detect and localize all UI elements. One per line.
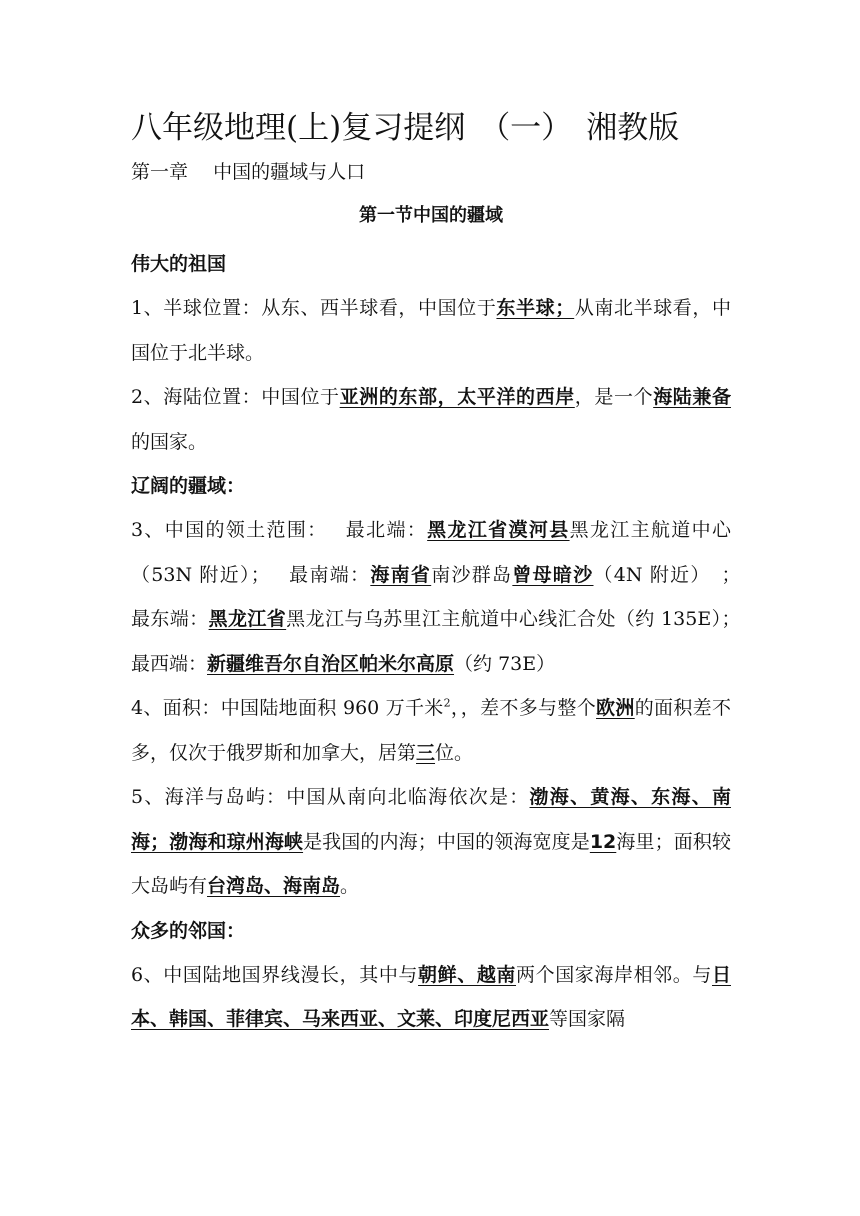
text: 南沙群岛 xyxy=(431,563,513,586)
text: （约 73E） xyxy=(454,652,556,675)
key-term: 新疆维吾尔自治区帕米尔高原 xyxy=(207,652,455,675)
title-part: （一） xyxy=(479,110,573,146)
title-main: 八年级地理(上)复习提纲 xyxy=(131,110,466,146)
text: 4、面积：中国陆地面积 960 万千米 xyxy=(131,697,444,719)
document-page xyxy=(131,100,750,1042)
text: （4N 附近） ； 最东端： xyxy=(131,563,750,630)
key-term: 日本、韩国、菲律宾、马来西亚、文莱、印度尼西亚 xyxy=(131,963,731,1030)
text: ，，差不多与整个 xyxy=(450,697,597,719)
superscript: 2 xyxy=(443,696,451,710)
text: 从南北半球看，中国位于北半球。 xyxy=(131,297,731,364)
heading-neighbors: 众多的邻国： xyxy=(131,919,246,942)
key-term: 台湾岛、海南岛 xyxy=(207,875,341,897)
text: 两个国家海岸相邻。与 xyxy=(516,963,712,986)
key-term: 亚洲的东部，太平洋的西岸 xyxy=(339,386,575,408)
text: ，是一个 xyxy=(574,386,654,408)
text: 2、海陆位置：中国位于 xyxy=(131,386,340,408)
paragraph-neighbors xyxy=(131,953,731,1042)
document-title xyxy=(131,100,731,156)
chapter-name: 中国的疆域与人口 xyxy=(213,161,366,183)
text: 位。 xyxy=(435,741,474,764)
chapter-label: 第一章 xyxy=(131,161,189,183)
text: 是我国的内海；中国的领海宽度是 xyxy=(303,830,590,853)
chapter-heading xyxy=(131,156,731,188)
key-term: 黑龙江省 xyxy=(208,608,287,630)
heading-vast-territory: 辽阔的疆域： xyxy=(131,475,246,497)
text: 黑龙江主航道中心（53N 附近）； 最南端： xyxy=(131,519,731,586)
key-term: 东半球； xyxy=(496,297,575,319)
paragraph-area xyxy=(131,686,731,775)
key-term: 黑龙江省漠河县 xyxy=(427,519,570,541)
text: 。 xyxy=(340,875,360,897)
text: 的国家。 xyxy=(131,430,208,453)
key-term: 三 xyxy=(416,741,436,764)
text: 的面积差不多，仅次于俄罗斯和加拿大，居第 xyxy=(131,697,731,764)
text: 黑龙江与乌苏里江主航道中心线汇合处（约 135E）； 最西端： xyxy=(131,608,750,675)
section-title: 第一节中国的疆域 xyxy=(359,205,503,226)
key-term: 朝鲜、越南 xyxy=(418,963,517,986)
text: 6、中国陆地国界线漫长，其中与 xyxy=(131,963,419,986)
key-term: 曾母暗沙 xyxy=(512,563,594,586)
text: 等国家隔 xyxy=(549,1008,626,1030)
paragraph-land-sea-position xyxy=(131,375,731,464)
heading-great-motherland: 伟大的祖国 xyxy=(131,253,227,275)
key-term: 12 xyxy=(589,830,617,853)
key-term: 海陆兼备 xyxy=(653,386,731,408)
text: 1、半球位置：从东、西半球看，中国位于 xyxy=(131,297,497,319)
key-term: 海南省 xyxy=(370,563,432,586)
title-edition: 湘教版 xyxy=(586,110,680,146)
paragraph-seas-islands xyxy=(131,775,731,909)
paragraph-territory-extremes xyxy=(131,508,750,686)
text: 海里；面积较大岛屿有 xyxy=(131,830,731,897)
key-term: 欧洲 xyxy=(596,697,635,719)
text: 5、海洋与岛屿：中国从南向北临海依次是： xyxy=(131,786,530,808)
text: 3、中国的领土范围： 最北端： xyxy=(131,519,428,541)
key-term: 渤海、黄海、东海、南海；渤海和琼州海峡 xyxy=(131,786,731,853)
paragraph-hemisphere xyxy=(131,286,731,375)
